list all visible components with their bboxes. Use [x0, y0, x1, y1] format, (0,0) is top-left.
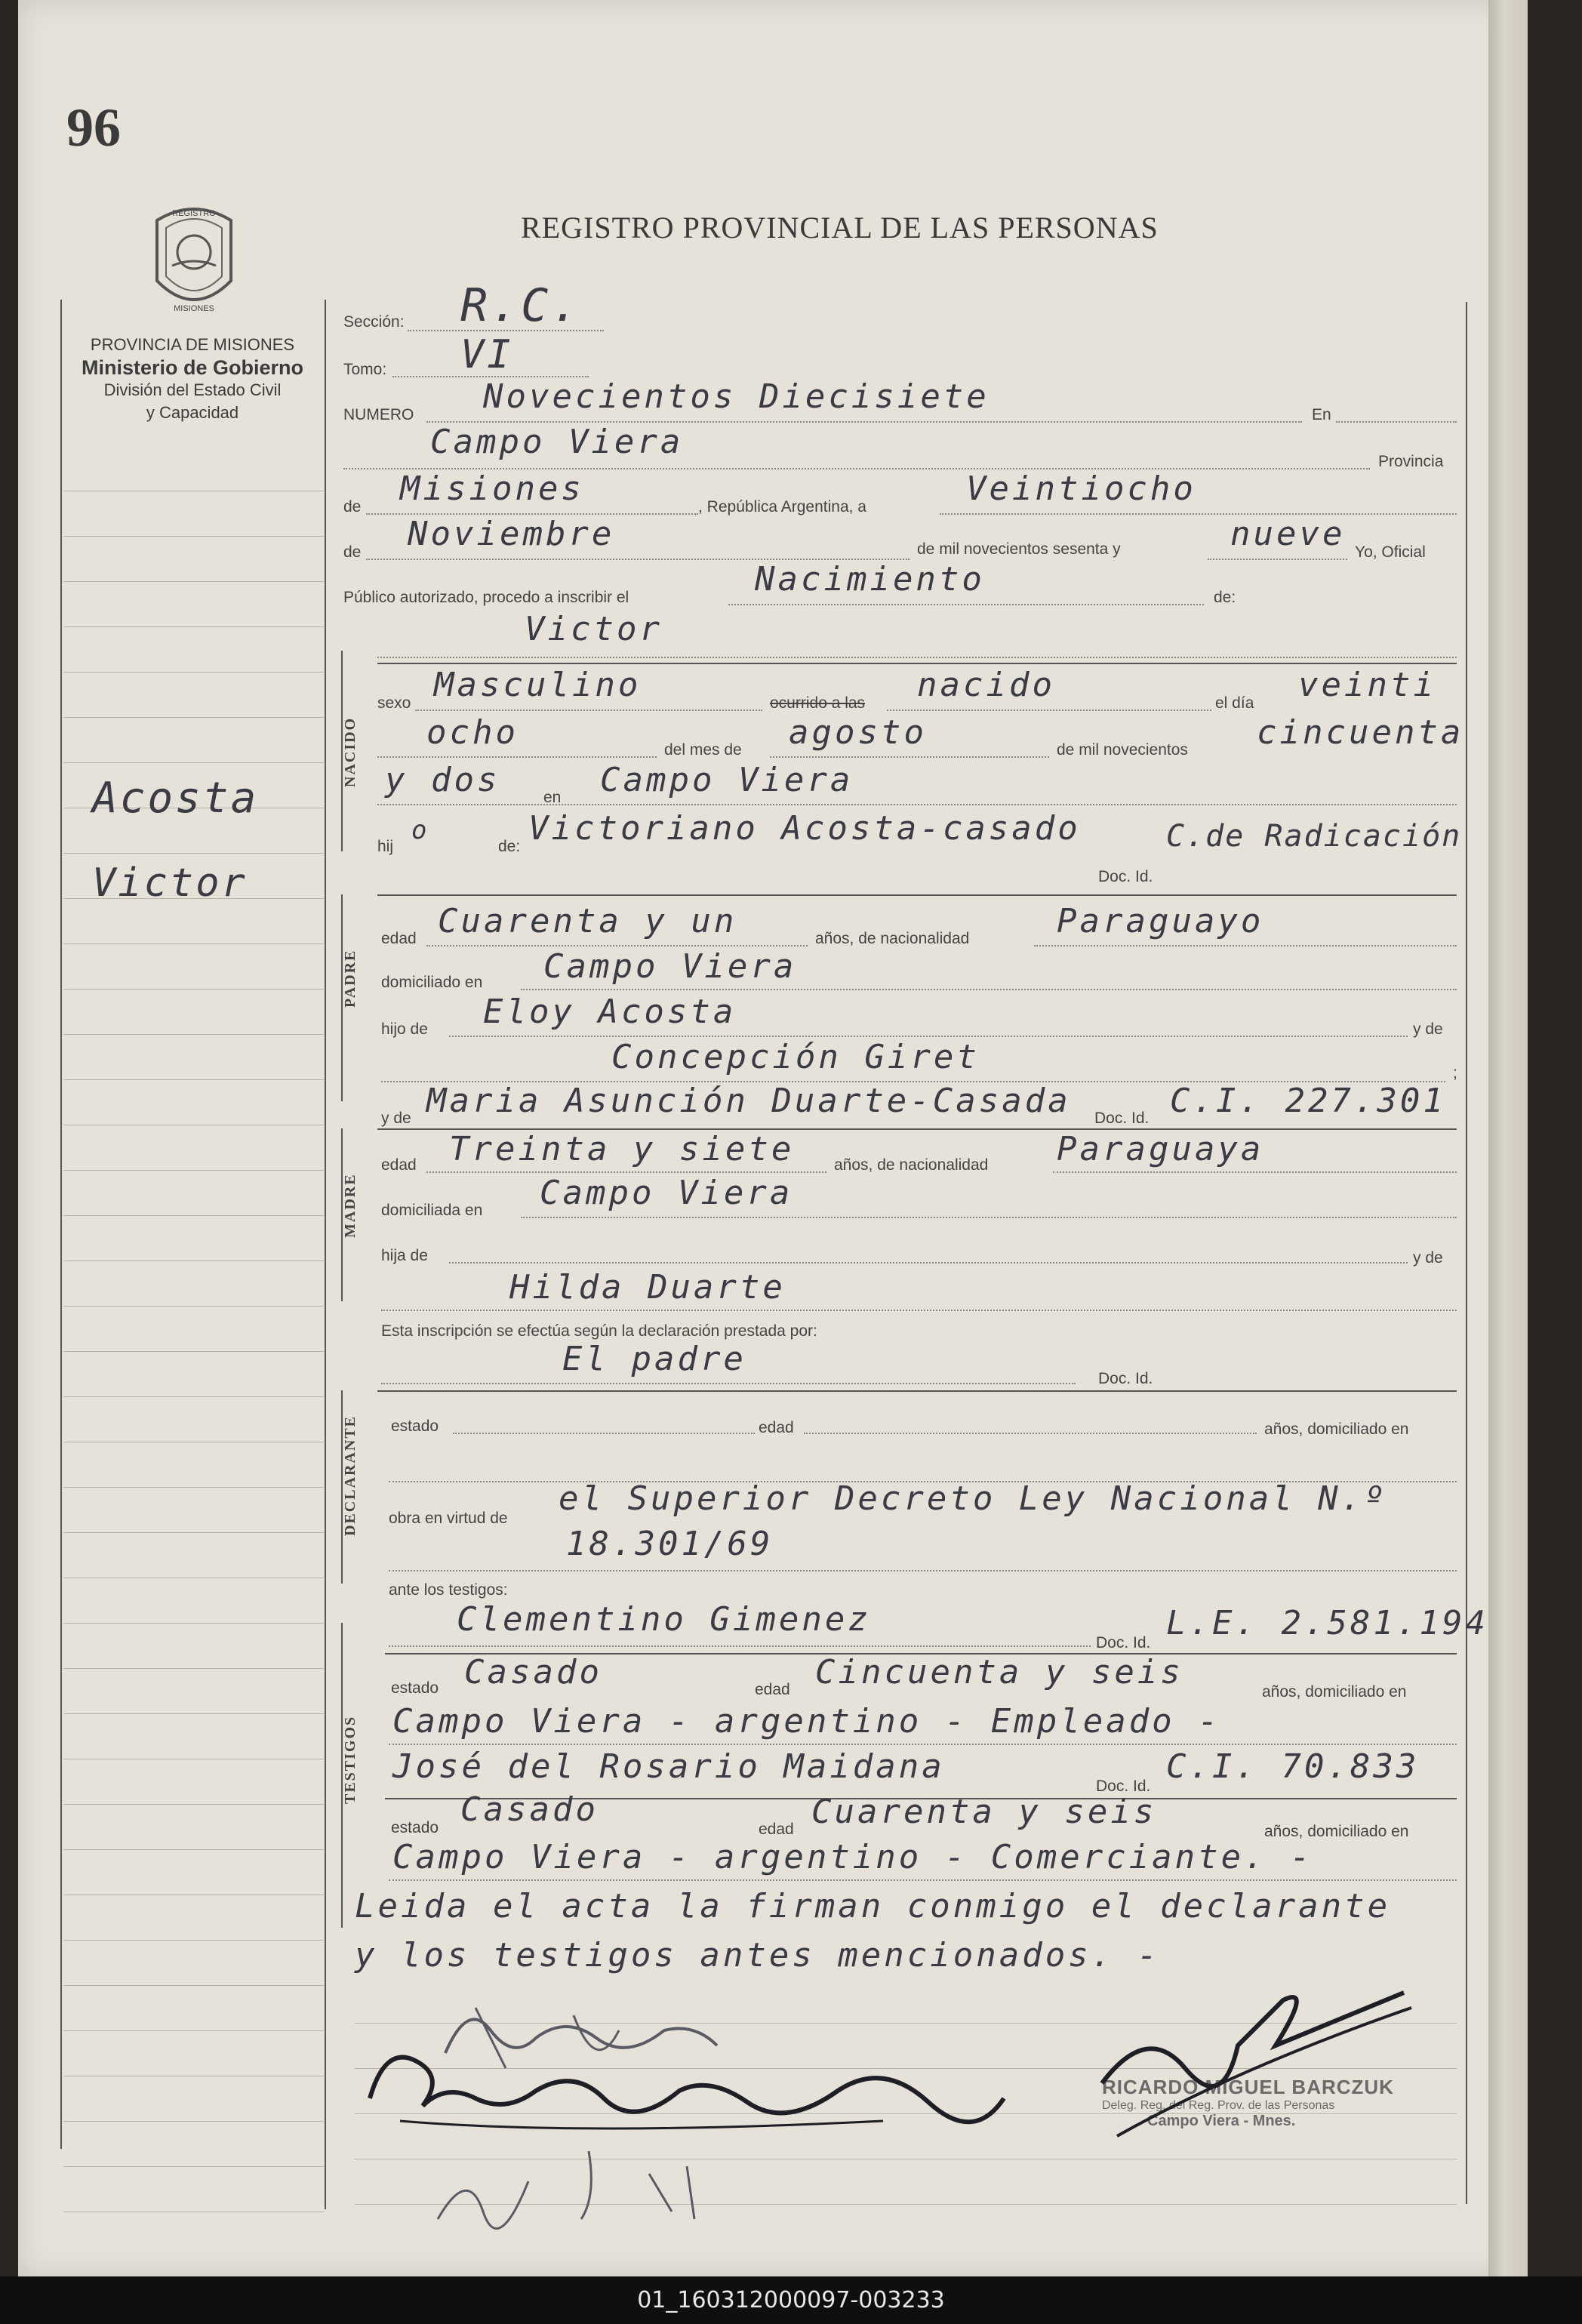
- field-ocurrido: nacido: [917, 666, 1055, 704]
- label-doc-declarante: Doc. Id.: [1098, 1370, 1153, 1387]
- dotted-line: [389, 1570, 1457, 1571]
- label-doc-madre: Doc. Id.: [1094, 1110, 1150, 1127]
- margin-rule: [63, 989, 324, 990]
- margin-rule: [63, 853, 324, 854]
- label-anos-nac-padre: años, de nacionalidad: [815, 930, 970, 947]
- field-acto: Nacimiento: [755, 560, 985, 599]
- margin-left-rule: [60, 300, 62, 2149]
- field-madre-edad: Treinta y siete: [449, 1130, 795, 1168]
- dotted-line: [377, 756, 657, 758]
- field-mes: Noviembre: [408, 515, 615, 553]
- field-padre-dom: Campo Viera: [543, 947, 797, 986]
- label-publico: Público autorizado, procedo a inscribir el: [343, 589, 629, 606]
- margin-rule: [63, 943, 324, 944]
- label-anos-nac-madre: años, de nacionalidad: [834, 1156, 989, 1174]
- label-edad-t1: edad: [755, 1681, 790, 1698]
- semicolon: ;: [1453, 1064, 1457, 1082]
- field-obra-2: 18.301/69: [566, 1525, 774, 1563]
- label-estado-decl: estado: [391, 1417, 439, 1435]
- signature-2: [355, 2030, 1072, 2144]
- margin-rule: [63, 2166, 324, 2167]
- page-title: REGISTRO PROVINCIAL DE LAS PERSONAS: [521, 211, 1159, 245]
- label-y-de-madre: y de: [381, 1110, 411, 1127]
- dotted-line: [426, 1171, 826, 1173]
- label-anos-dom-decl: años, domiciliado en: [1264, 1421, 1409, 1438]
- stamp-title: Deleg. Reg. del Reg. Prov. de las Personas: [1102, 2099, 1335, 2112]
- signature-4: [423, 2136, 740, 2234]
- dotted-line: [770, 756, 1049, 758]
- dotted-line: [804, 1433, 1257, 1434]
- field-padre-nac: Paraguayo: [1057, 902, 1264, 940]
- section-madre: MADRE: [342, 1173, 359, 1238]
- margin-rule: [63, 1306, 324, 1307]
- field-declarante: El padre: [562, 1340, 746, 1378]
- margin-rule: [63, 1215, 324, 1216]
- margin-rule: [63, 1804, 324, 1805]
- field-tomo: VI: [460, 332, 514, 377]
- dotted-line: [1208, 559, 1347, 560]
- right-rule: [1466, 302, 1467, 2204]
- margin-rule: [63, 1396, 324, 1397]
- field-dia-nac-1: veinti: [1298, 666, 1436, 704]
- dotted-line: [521, 1217, 1457, 1218]
- label-de-acto: de:: [1214, 589, 1236, 606]
- field-padre-madre: Concepción Giret: [611, 1038, 980, 1076]
- label-seccion: Sección:: [343, 313, 405, 331]
- label-en: En: [1312, 406, 1331, 423]
- page-number: 96: [66, 97, 121, 158]
- field-testigo2-dom: Campo Viera - argentino - Comerciante. -: [392, 1838, 1313, 1876]
- field-numero: Novecientos Diecisiete: [483, 377, 990, 416]
- field-dia: Veintiocho: [966, 469, 1196, 508]
- closing-line-1: Leida el acta la firman conmigo el declarante: [355, 1887, 1391, 1925]
- field-lugar-nac: Campo Viera: [600, 761, 854, 799]
- field-madre-doc: C.I. 227.301: [1170, 1082, 1446, 1120]
- dotted-line: [389, 1744, 1457, 1745]
- dotted-line: [887, 710, 1211, 711]
- label-el-dia: el día: [1215, 694, 1254, 712]
- footer-id: 01_160312000097-003233: [0, 2276, 1582, 2324]
- label-edad-padre: edad: [381, 930, 417, 947]
- label-dom-padre: domiciliado en: [381, 974, 483, 991]
- field-padre-edad: Cuarenta y un: [438, 902, 737, 940]
- label-en-nac: en: [543, 789, 562, 806]
- label-hij: hij: [377, 838, 394, 855]
- margin-rule: [63, 1668, 324, 1669]
- dotted-line: [449, 1262, 1408, 1264]
- dotted-line: [377, 804, 1457, 805]
- label-de-padre: de:: [498, 838, 521, 855]
- field-padre-doc: C.de Radicación: [1166, 819, 1462, 854]
- dotted-line: [381, 1383, 1076, 1384]
- label-doc-t1: Doc. Id.: [1096, 1634, 1151, 1651]
- margin-rule: [63, 1487, 324, 1488]
- label-numero: NUMERO: [343, 406, 414, 423]
- field-testigo2-edad: Cuarenta y seis: [811, 1793, 1157, 1831]
- label-edad-madre: edad: [381, 1156, 417, 1174]
- dotted-line: [389, 1879, 1457, 1881]
- label-estado-t1: estado: [391, 1679, 439, 1697]
- label-de-mil-nov: de mil novecientos: [1057, 741, 1188, 759]
- seal-bottom-text: MISIONES: [174, 304, 214, 313]
- section-testigos: TESTIGOS: [342, 1715, 359, 1804]
- margin-rule: [63, 1034, 324, 1035]
- dotted-line: [449, 1036, 1408, 1037]
- field-testigo2-nombre: José del Rosario Maidana: [392, 1747, 945, 1786]
- label-sexo: sexo: [377, 694, 411, 712]
- dotted-line: [426, 945, 808, 947]
- section-nacido: NACIDO: [342, 716, 359, 787]
- label-republica: , República Argentina, a: [698, 498, 866, 516]
- dotted-line: [415, 710, 762, 711]
- field-testigo1-nombre: Clementino Gimenez: [457, 1600, 871, 1639]
- field-anio-nac-2: y dos: [385, 761, 500, 799]
- field-anio: nueve: [1230, 515, 1346, 553]
- margin-rule: [63, 1532, 324, 1533]
- margin-rule: [63, 1985, 324, 1986]
- field-madre-nombre: Maria Asunción Duarte-Casada: [426, 1082, 1071, 1120]
- field-testigo2-estado: Casado: [460, 1790, 599, 1829]
- margin-given-name: Victor: [92, 860, 248, 906]
- label-edad-decl: edad: [759, 1419, 794, 1436]
- stamp-name: RICARDO MIGUEL BARCZUK: [1102, 2076, 1394, 2098]
- field-padre-padre: Eloy Acosta: [483, 993, 737, 1031]
- field-madre-madre: Hilda Duarte: [509, 1268, 786, 1307]
- province-line: PROVINCIA DE MISIONES: [90, 335, 295, 354]
- field-padre-nombre: Victoriano Acosta-casado: [528, 809, 1081, 848]
- book-binding: [1488, 0, 1528, 2276]
- label-ocurrido: ocurrido a las: [770, 694, 866, 712]
- margin-rule: [63, 1351, 324, 1352]
- dotted-line: [521, 989, 1457, 990]
- margin-rule: [63, 2030, 324, 2031]
- dotted-line: [389, 1645, 1091, 1647]
- margin-rule: [63, 672, 324, 673]
- field-seccion: R.C.: [460, 279, 582, 332]
- field-testigo1-edad: Cincuenta y seis: [815, 1653, 1183, 1691]
- label-edad-t2: edad: [759, 1821, 794, 1838]
- ministry-line: Ministerio de Gobierno: [81, 356, 304, 379]
- field-testigo1-doc: L.E. 2.581.194: [1166, 1604, 1488, 1642]
- separator: [377, 894, 1457, 896]
- field-provincia: Misiones: [400, 469, 584, 508]
- margin-rule: [63, 1623, 324, 1624]
- field-madre-dom: Campo Viera: [540, 1174, 793, 1212]
- margin-surname: Acosta: [92, 774, 259, 823]
- label-dom-madre: domiciliada en: [381, 1202, 483, 1219]
- closing-line-2: y los testigos antes mencionados. -: [355, 1936, 1161, 1975]
- label-de-2: de: [343, 543, 362, 561]
- dotted-line: [1053, 1171, 1457, 1173]
- label-de-mil: de mil novecientos sesenta y: [917, 540, 1121, 558]
- dotted-line: [453, 1433, 755, 1434]
- field-madre-nac: Paraguaya: [1057, 1130, 1264, 1168]
- section-padre: PADRE: [342, 949, 359, 1008]
- label-anos-dom-t1: años, domiciliado en: [1262, 1683, 1407, 1701]
- label-doc-padre: Doc. Id.: [1098, 868, 1153, 885]
- label-ante: ante los testigos:: [389, 1581, 508, 1599]
- margin-rule: [63, 1079, 324, 1080]
- margin-rule: [63, 1170, 324, 1171]
- margin-rule: [63, 1940, 324, 1941]
- dotted-line: [408, 330, 604, 331]
- margin-rule: [63, 717, 324, 718]
- seal-top-text: REGISTRO: [172, 209, 216, 218]
- field-sexo: Masculino: [434, 666, 642, 704]
- margin-rule: [63, 626, 324, 627]
- label-tomo: Tomo:: [343, 361, 387, 378]
- separator: [377, 1390, 1457, 1392]
- label-inscripcion: Esta inscripción se efectúa según la declaración prestada por:: [381, 1322, 817, 1340]
- field-obra-1: el Superior Decreto Ley Nacional N.º: [559, 1479, 1387, 1518]
- label-y-de-abuela: y de: [1413, 1249, 1443, 1267]
- label-estado-t2: estado: [391, 1819, 439, 1836]
- dotted-line: [940, 513, 1457, 515]
- separator: [377, 663, 1457, 664]
- provincial-seal-icon: [142, 198, 246, 320]
- margin-rule: [63, 2121, 324, 2122]
- label-hijo-de: hijo de: [381, 1020, 428, 1038]
- field-hijo-suffix: o: [411, 815, 430, 845]
- label-yo-oficial: Yo, Oficial: [1355, 543, 1426, 561]
- margin-rule: [63, 536, 324, 537]
- signature-3: [1087, 1978, 1434, 2151]
- label-provincia: Provincia: [1378, 453, 1444, 470]
- label-doc-t2: Doc. Id.: [1096, 1778, 1151, 1795]
- margin-column-rule: [325, 300, 326, 2209]
- label-del-mes: del mes de: [664, 741, 742, 759]
- label-hija-de: hija de: [381, 1247, 428, 1264]
- field-dia-nac-2: ocho: [426, 713, 519, 752]
- dotted-line: [381, 1310, 1457, 1311]
- dotted-line: [1034, 945, 1457, 947]
- margin-rule: [63, 1849, 324, 1850]
- dotted-line: [728, 604, 1204, 605]
- section-declarante: DECLARANTE: [342, 1414, 359, 1536]
- label-de-1: de: [343, 498, 362, 516]
- field-nombre: Victor: [525, 610, 663, 648]
- dotted-line: [1336, 421, 1457, 423]
- field-testigo2-doc: C.I. 70.833: [1166, 1747, 1420, 1786]
- stamp-location: Campo Viera - Mnes.: [1147, 2113, 1296, 2129]
- field-testigo1-dom: Campo Viera - argentino - Empleado -: [392, 1702, 1221, 1741]
- margin-rule: [63, 1713, 324, 1714]
- field-testigo1-estado: Casado: [464, 1653, 602, 1691]
- label-anos-dom-t2: años, domiciliado en: [1264, 1823, 1409, 1840]
- capacity-line: y Capacidad: [146, 403, 239, 422]
- field-anio-nac-1: cincuenta: [1257, 713, 1464, 752]
- dotted-line: [377, 657, 1457, 658]
- label-obra: obra en virtud de: [389, 1510, 508, 1527]
- field-lugar: Campo Viera: [430, 423, 684, 461]
- margin-rule: [63, 762, 324, 763]
- issuing-authority: [60, 334, 325, 424]
- margin-rule: [63, 581, 324, 582]
- label-y-de: y de: [1413, 1020, 1443, 1038]
- division-line: División del Estado Civil: [103, 380, 282, 399]
- field-mes-nac: agosto: [789, 713, 927, 752]
